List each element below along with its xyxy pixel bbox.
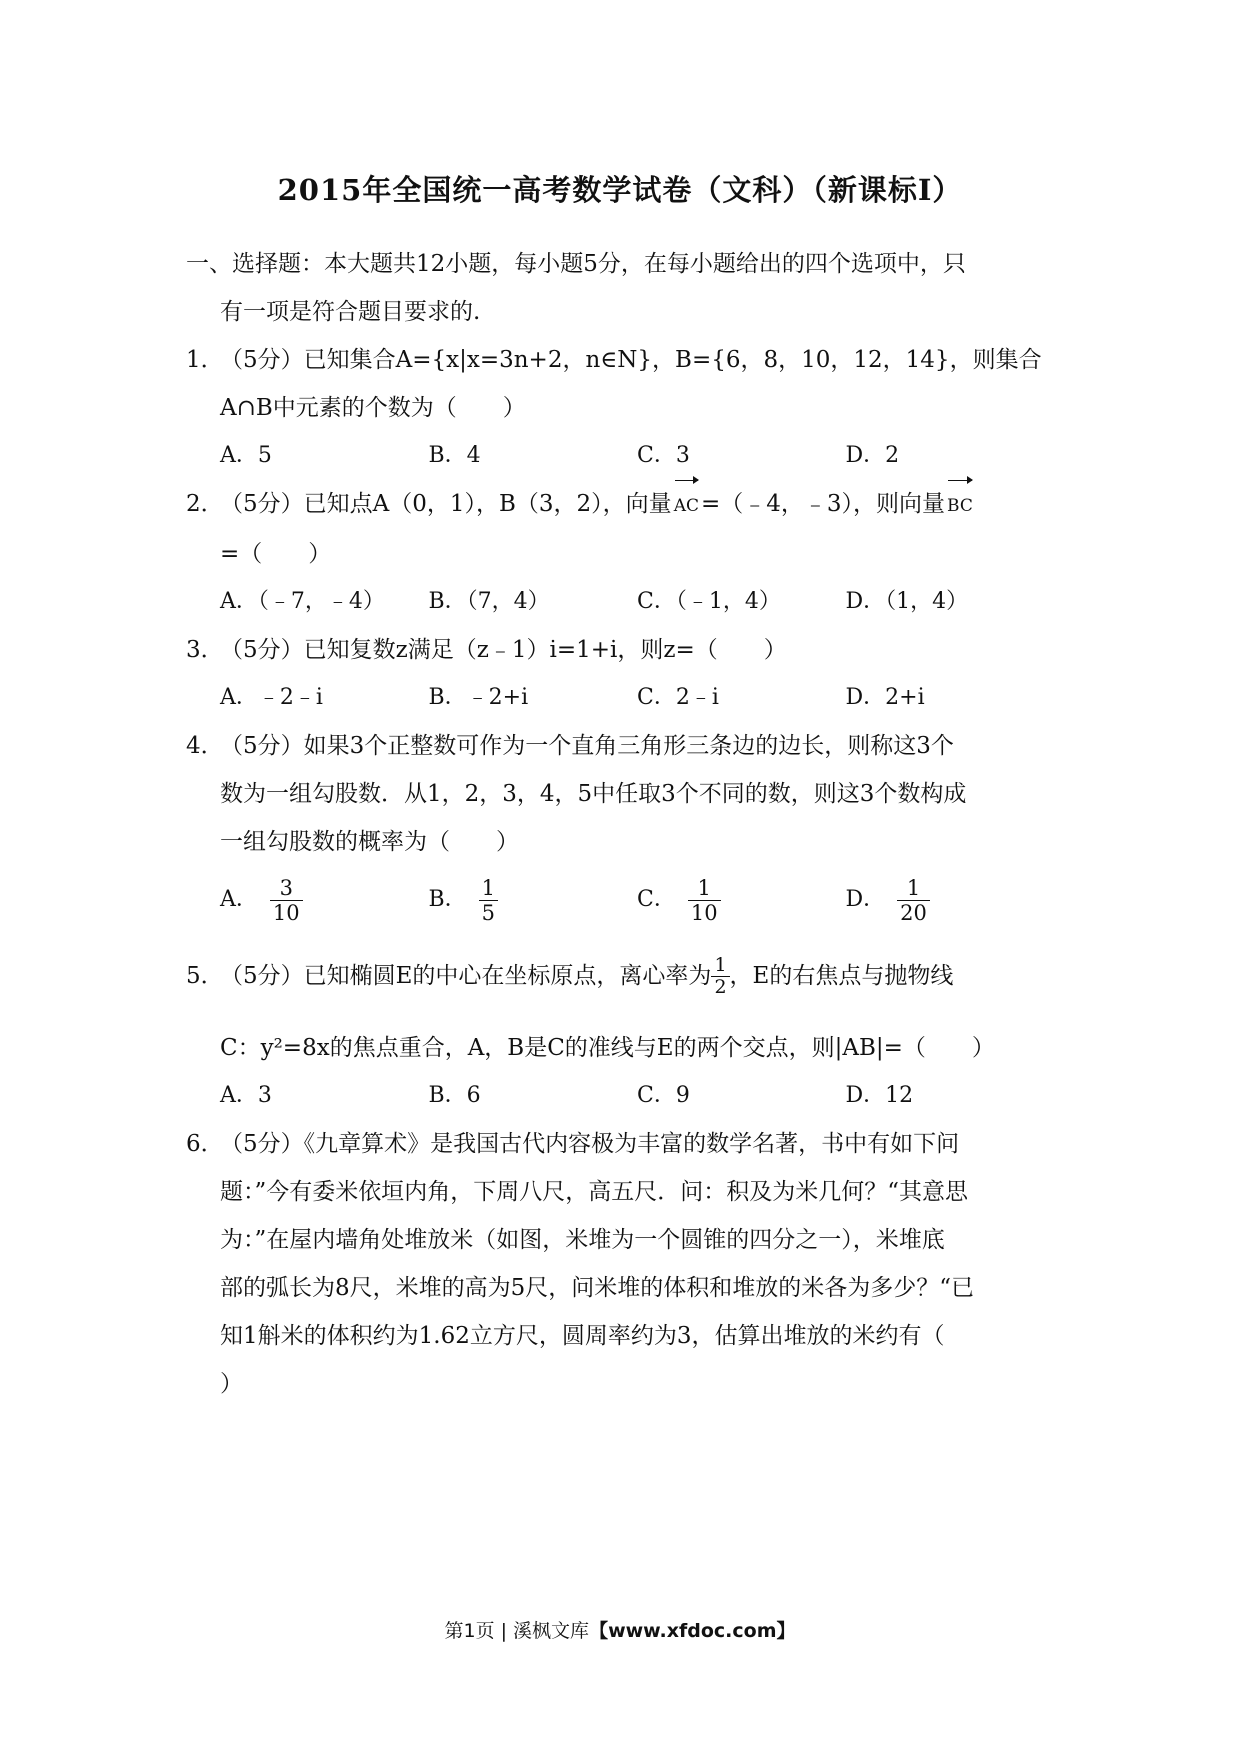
question-1: [186, 336, 1054, 480]
page-title: 2015年全国统一高考数学试卷（文科）（新课标Ⅰ）: [277, 173, 963, 207]
section-line-1: 一、选择题：本大题共12小题，每小题5分，在每小题给出的四个选项中，只: [186, 251, 966, 277]
question-text: （5分）已知点A（0，1），B（3，2），向量: [220, 491, 672, 517]
question-text: （5分）《九章算术》是我国古代内容极为丰富的数学名著，书中有如下问: [220, 1131, 960, 1157]
question-text: ，E的右焦点与抛物线: [729, 963, 954, 989]
fraction-numerator: 1: [714, 953, 727, 976]
options-row: [186, 432, 1054, 480]
fraction-denominator: 20: [900, 900, 927, 925]
option-c: C．（﹣1，4）: [637, 589, 781, 614]
question-text: =（﹣4，﹣3），则向量: [700, 491, 946, 517]
option-a: A．3: [220, 1083, 272, 1108]
options-row: [186, 1072, 1054, 1120]
option-b: B．4: [428, 443, 481, 468]
question-text: C：y²=8x的焦点重合，A，B是C的准线与E的两个交点，则|AB|=（ ）: [220, 1035, 995, 1061]
vector-ac: AC: [674, 482, 699, 530]
fraction: [479, 876, 498, 925]
question-5: [186, 948, 1054, 1120]
footer-page-info: 第1页 | 溪枫文库: [444, 1620, 590, 1642]
question-6: [186, 1120, 1054, 1408]
question-4: [186, 722, 1054, 934]
question-text: 知1斛米的体积约为1.62立方尺，圆周率约为3，估算出堆放的米约有（: [220, 1323, 945, 1349]
fraction: [897, 876, 930, 925]
option-d: D．12: [845, 1083, 914, 1108]
option-a: [220, 866, 429, 934]
option-c: [637, 866, 846, 934]
exam-content: [186, 240, 1054, 1408]
option-a: A．﹣2﹣i: [220, 685, 323, 710]
fraction: [270, 876, 303, 925]
fraction-numerator: 1: [481, 875, 496, 900]
page-footer: [0, 1616, 1240, 1643]
option-letter: B．: [428, 887, 467, 912]
fraction-numerator: 3: [279, 875, 293, 900]
question-text: ）: [220, 1371, 243, 1397]
options-row: [186, 866, 1054, 934]
option-a: A．5: [220, 443, 272, 468]
fraction-denominator: 2: [714, 975, 727, 998]
option-d: D．（1，4）: [845, 589, 969, 614]
option-b: B．（7，4）: [428, 589, 550, 614]
fraction-denominator: 5: [481, 900, 496, 925]
fraction-numerator: 1: [906, 875, 921, 900]
option-b: [429, 866, 638, 934]
question-number: 2．: [186, 491, 224, 517]
question-text: （5分）已知椭圆E的中心在坐标原点，离心率为: [220, 963, 712, 989]
fraction-numerator: 1: [697, 875, 711, 900]
question-text: 部的弧长为8尺，米堆的高为5尺，问米堆的体积和堆放的米各为多少？“已: [220, 1275, 975, 1301]
question-text: 一组勾股数的概率为（ ）: [220, 829, 519, 855]
option-letter: A．: [220, 887, 258, 912]
question-text: 为：”在屋内墙角处堆放米（如图，米堆为一个圆锥的四分之一），米堆底: [220, 1227, 945, 1253]
section-line-2: 有一项是符合题目要求的.: [220, 299, 481, 325]
option-d: [846, 866, 1055, 934]
question-text: =（ ）: [220, 541, 332, 567]
option-b: B．﹣2+i: [428, 685, 529, 710]
question-text: 数为一组勾股数．从1，2，3，4，5中任取3个不同的数，则这3个数构成: [220, 781, 967, 807]
question-text: （5分）已知集合A={x|x=3n+2，n∈N}，B={6，8，10，12，14}，则集合: [220, 347, 1042, 373]
question-number: 6．: [186, 1131, 224, 1157]
question-number: 3．: [186, 637, 224, 663]
option-d: D．2: [845, 443, 900, 468]
option-d: D．2+i: [845, 685, 925, 710]
fraction-denominator: 10: [690, 900, 718, 925]
options-row: [186, 578, 1054, 626]
option-b: B．6: [428, 1083, 481, 1108]
question-number: 4．: [186, 733, 224, 759]
question-text: （5分）如果3个正整数可作为一个直角三角形三条边的边长，则称这3个: [220, 733, 954, 759]
option-c: C．3: [637, 443, 690, 468]
question-3: [186, 626, 1054, 722]
option-letter: C．: [637, 887, 676, 912]
fraction: [688, 876, 721, 925]
footer-site-link[interactable]: 【www.xfdoc.com】: [589, 1620, 796, 1642]
option-c: C．9: [637, 1083, 690, 1108]
fraction: [711, 955, 729, 998]
question-text: （5分）已知复数z满足（z﹣1）i=1+i，则z=（ ）: [220, 637, 787, 663]
question-text: A∩B中元素的个数为（ ）: [220, 395, 526, 421]
option-c: C．2﹣i: [637, 685, 719, 710]
question-2: [186, 480, 1054, 626]
question-number: 5．: [186, 963, 224, 989]
question-text: 题：”今有委米依垣内角，下周八尺，高五尺．问：积及为米几何？“其意思: [220, 1179, 969, 1205]
option-letter: D．: [845, 887, 886, 912]
fraction-denominator: 10: [272, 900, 300, 925]
vector-bc: BC: [947, 482, 973, 530]
option-a: A．（﹣7，﹣4）: [220, 589, 385, 614]
options-row: [186, 674, 1054, 722]
section-heading: [186, 240, 1054, 336]
question-number: 1．: [186, 347, 224, 373]
